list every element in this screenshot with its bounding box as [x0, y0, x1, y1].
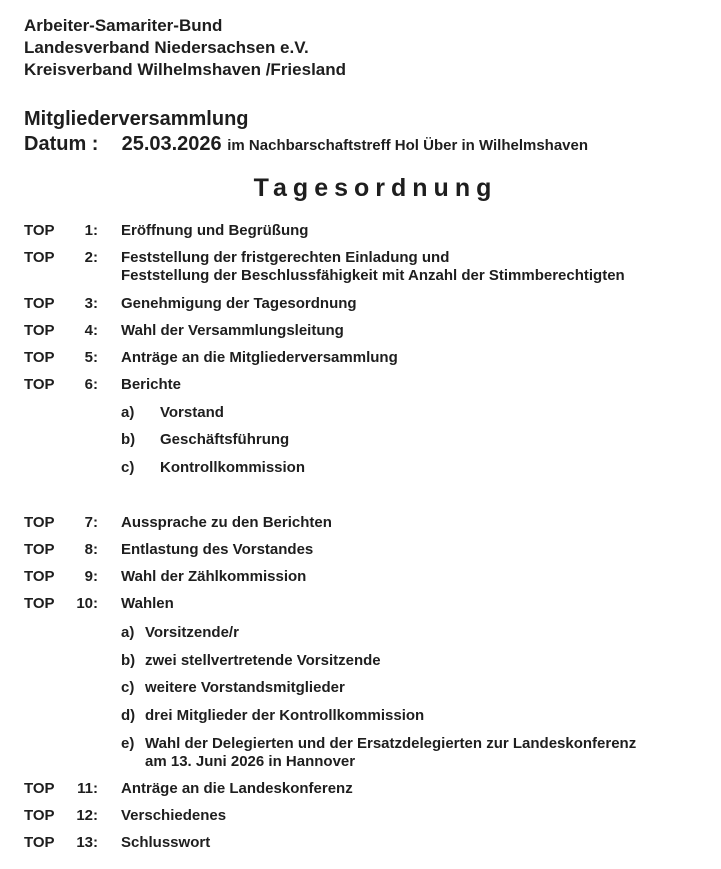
- subitem-label: c): [121, 679, 135, 696]
- subitem-text: drei Mitglieder der Kontrollkommission: [145, 707, 425, 724]
- agenda-item-text: Anträge an die Landeskonferenz: [121, 780, 353, 797]
- agenda-item-text-continued: Feststellung der Beschlussfähigkeit mit Anzahl der Stimmberechtigten: [121, 267, 625, 284]
- agenda-item-text: Berichte: [121, 376, 182, 393]
- subitem-text: Vorstand: [160, 404, 224, 421]
- subitem-label: a): [121, 404, 135, 421]
- agenda-number: 2:: [84, 249, 98, 266]
- agenda-item-text: Entlastung des Vorstandes: [121, 541, 314, 558]
- org-name: Arbeiter-Samariter-Bund: [24, 16, 223, 35]
- agenda-prefix: TOP: [24, 541, 55, 558]
- agenda-number: 10:: [76, 595, 98, 612]
- agenda-number: 4:: [84, 322, 98, 339]
- agenda-number: 3:: [84, 295, 98, 312]
- subitem-label: d): [121, 707, 136, 724]
- agenda-item-text: Genehmigung der Tagesordnung: [121, 295, 357, 312]
- agenda-item-text: Wahl der Versammlungsleitung: [121, 322, 344, 339]
- meeting-date-line: [24, 132, 588, 158]
- agenda-number: 11:: [77, 780, 98, 797]
- agenda-prefix: TOP: [24, 514, 55, 531]
- subitem-text: Vorsitzende/r: [145, 624, 239, 641]
- agenda-number: 5:: [84, 349, 98, 366]
- agenda-number: 1:: [84, 222, 98, 239]
- subitem-label: c): [121, 459, 135, 476]
- subitem-label: a): [121, 624, 135, 641]
- org-district-association: Kreisverband Wilhelmshaven /Friesland: [24, 60, 347, 79]
- agenda-prefix: TOP: [24, 568, 55, 585]
- meeting-location: im Nachbarschaftstreff Hol Über in Wilhelmshaven: [227, 137, 589, 154]
- date-label: Datum :: [24, 133, 99, 155]
- agenda-number: 8:: [84, 541, 98, 558]
- agenda-item-text: Aussprache zu den Berichten: [121, 514, 332, 531]
- agenda-prefix: TOP: [24, 222, 55, 239]
- agenda-title: Tagesordnung: [253, 174, 498, 202]
- agenda-prefix: TOP: [24, 807, 55, 824]
- agenda-prefix: TOP: [24, 780, 55, 797]
- subitem-text: zwei stellvertretende Vorsitzende: [145, 652, 381, 669]
- agenda-item-text: Eröffnung und Begrüßung: [121, 222, 309, 239]
- subitem-label: b): [121, 652, 136, 669]
- subitem-label: b): [121, 431, 136, 448]
- subitem-text: Wahl der Delegierten und der Ersatzdelegierten zur Landeskonferenz: [145, 735, 637, 752]
- agenda-prefix: TOP: [24, 322, 55, 339]
- agenda-prefix: TOP: [24, 295, 55, 312]
- subitem-text: Geschäftsführung: [160, 431, 290, 448]
- subitem-text: Kontrollkommission: [160, 459, 306, 476]
- agenda-prefix: TOP: [24, 834, 55, 851]
- agenda-item-text: Feststellung der fristgerechten Einladung und: [121, 249, 450, 266]
- org-state-association: Landesverband Niedersachsen e.V.: [24, 38, 309, 57]
- agenda-item-text: Schlusswort: [121, 834, 211, 851]
- subitem-text-continued: am 13. Juni 2026 in Hannover: [145, 753, 356, 770]
- subitem-text: weitere Vorstandsmitglieder: [145, 679, 345, 696]
- agenda-prefix: TOP: [24, 349, 55, 366]
- agenda-prefix: TOP: [24, 249, 55, 266]
- meeting-title: Mitgliederversammlung: [24, 108, 249, 130]
- agenda-number: 6:: [84, 376, 98, 393]
- agenda-number: 7:: [84, 514, 98, 531]
- meeting-date: 25.03.2026: [121, 133, 222, 155]
- agenda-item-text: Verschiedenes: [121, 807, 227, 824]
- agenda-item-text: Wahlen: [121, 595, 174, 612]
- agenda-number: 13:: [76, 834, 98, 851]
- agenda-prefix: TOP: [24, 376, 55, 393]
- agenda-item-text: Wahl der Zählkommission: [121, 568, 307, 585]
- agenda-number: 12:: [76, 807, 98, 824]
- agenda-number: 9:: [84, 568, 98, 585]
- agenda-item-text: Anträge an die Mitgliederversammlung: [121, 349, 398, 366]
- agenda-prefix: TOP: [24, 595, 55, 612]
- subitem-label: e): [121, 735, 135, 752]
